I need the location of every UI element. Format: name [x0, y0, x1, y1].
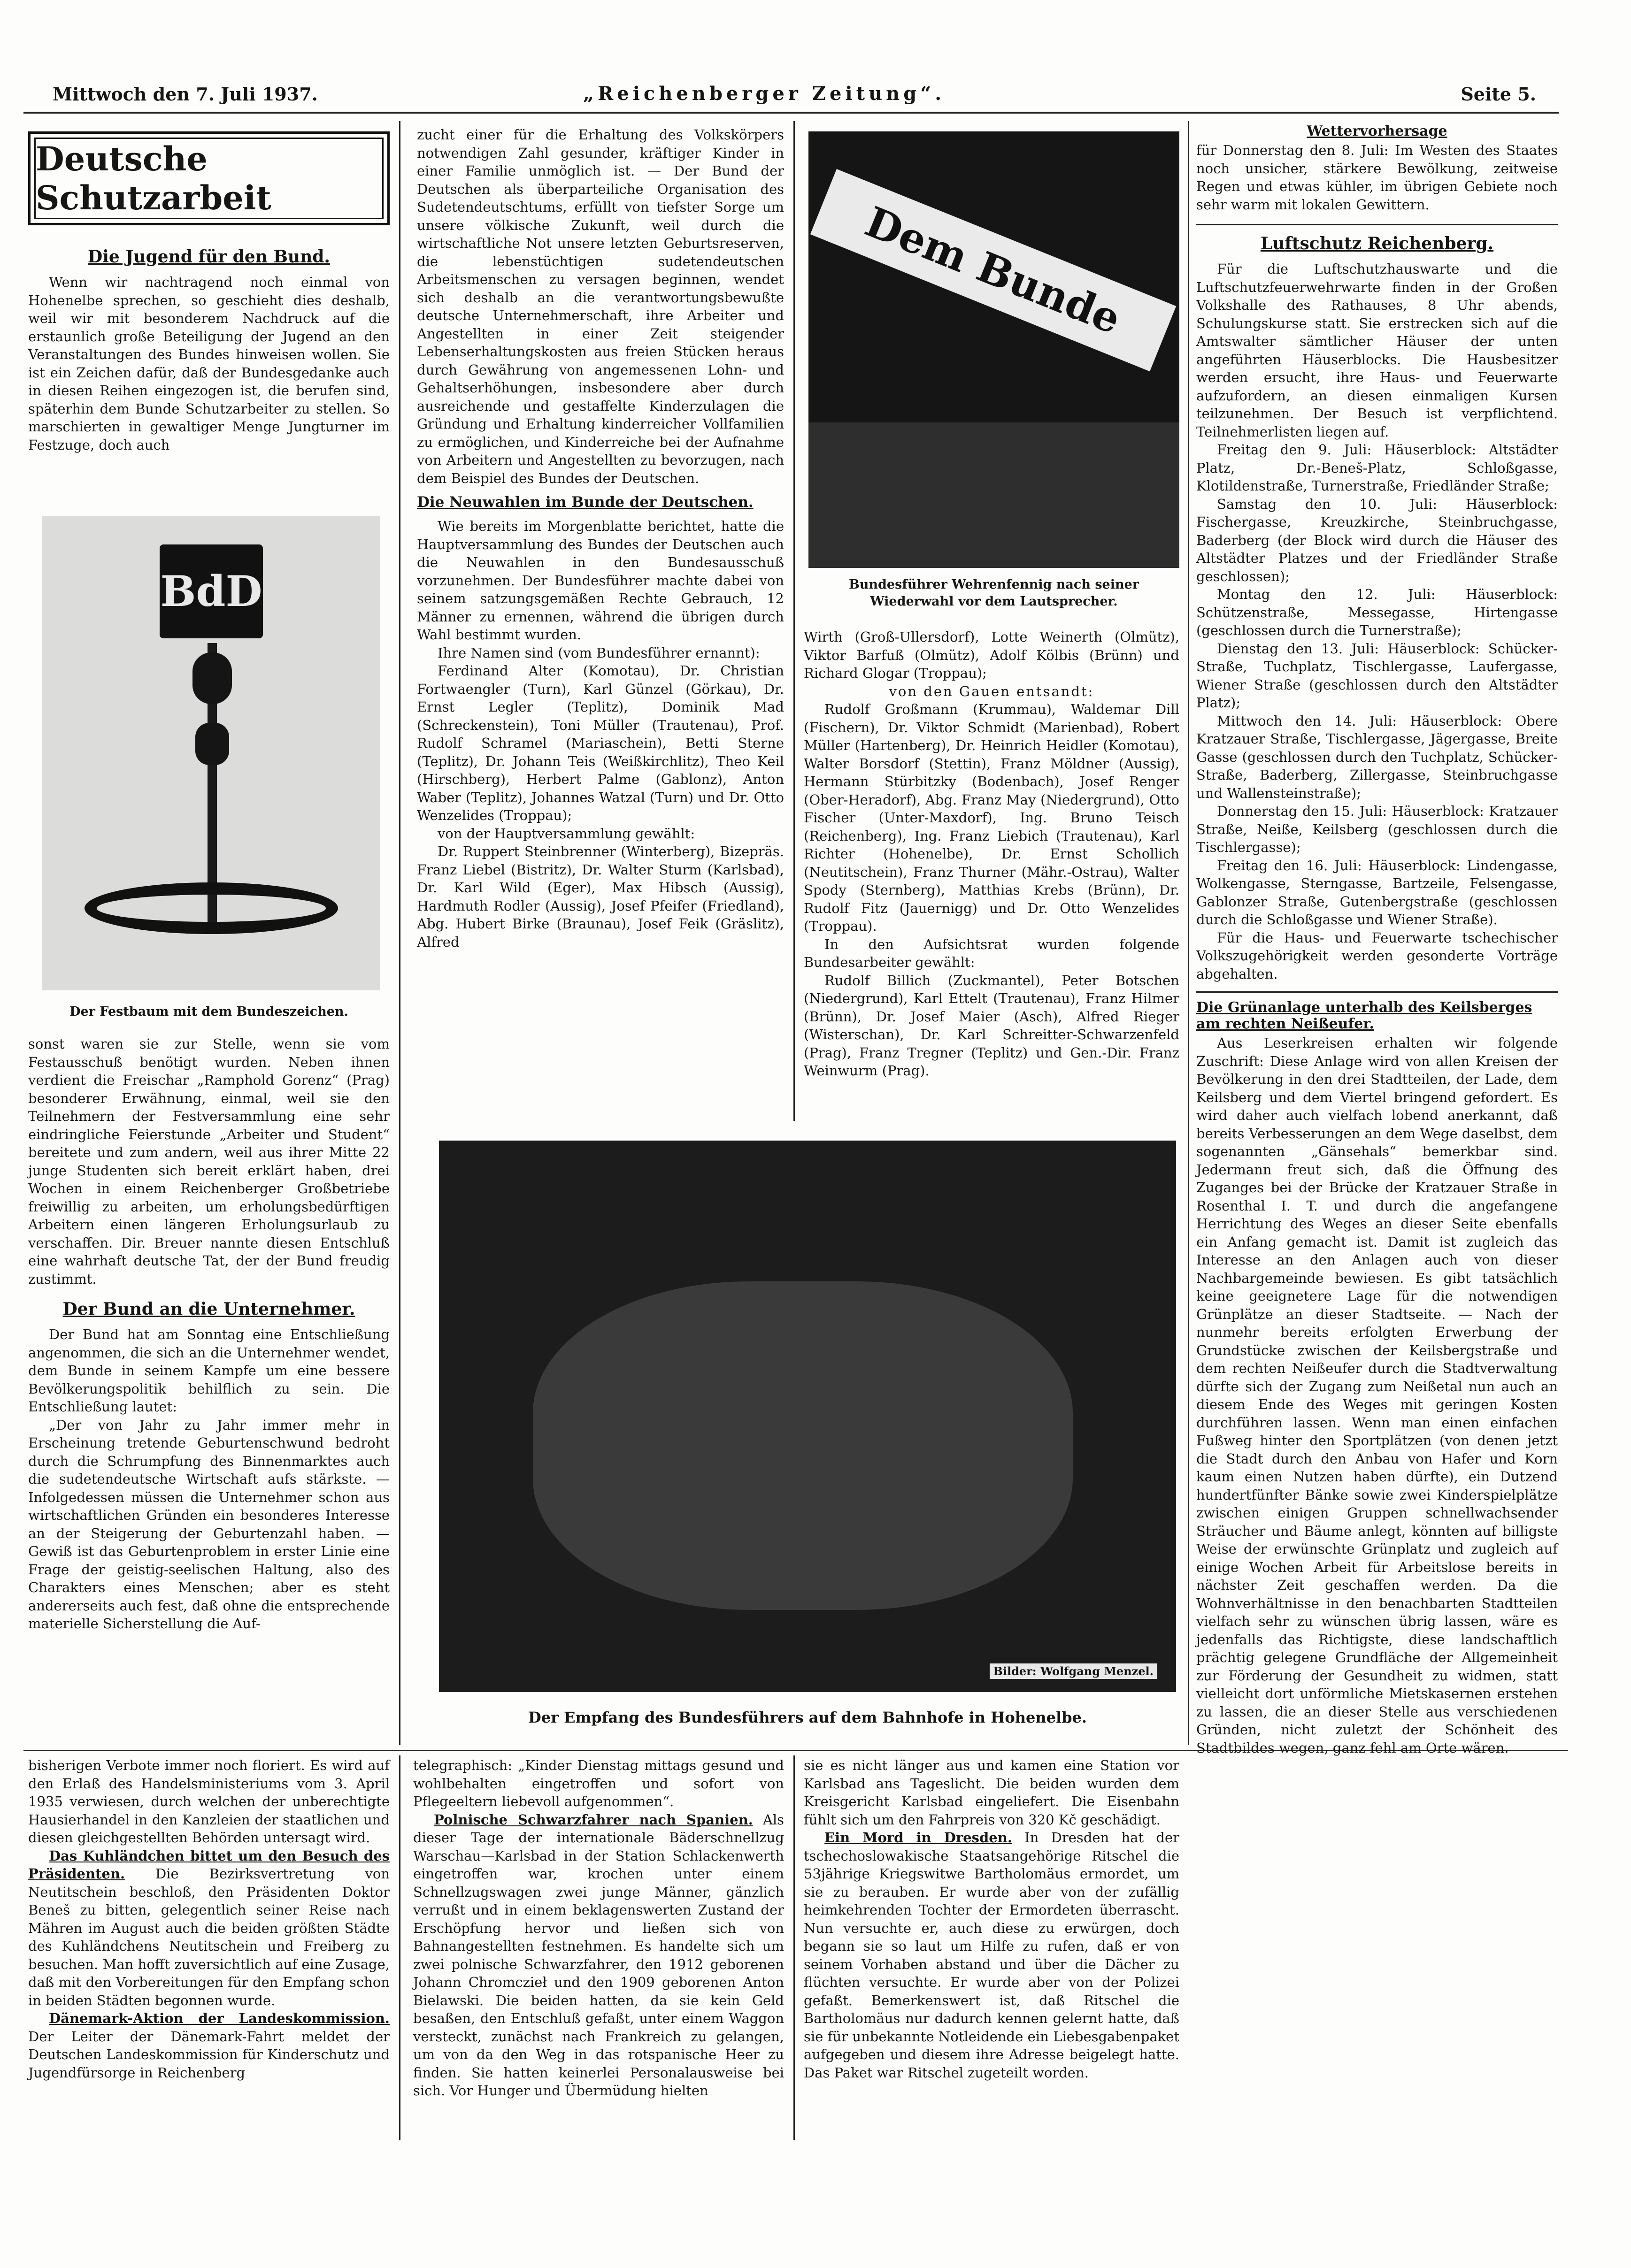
paragraph: für Donnerstag den 8. Juli: Im Westen des Staates noch unsicher, stärkere Bewölkung, zeitweise Regen und etwas kühler, im übrigen Gebiete noch sehr warm mit lokalen Gewittern.	[1196, 142, 1558, 213]
article-heading-luftschutz: Luftschutz Reichenberg.	[1260, 234, 1494, 253]
paragraph	[28, 2009, 390, 2082]
weather-heading: Wettervorhersage	[1307, 123, 1447, 139]
paragraph	[28, 1847, 390, 2010]
crowd-highlight	[533, 1281, 1073, 1610]
banner-strip-text: Dem Bunde	[859, 197, 1128, 344]
paragraph: sonst waren sie zur Stelle, wenn sie vom Festausschuß benötigt wurden. Neben ihnen verdient die Freischar „Ramphold Gorenz“ (Prag) besonderer Erwähnung, einmal, weil sie den Teilnehmern der Festversammlung eine sehr eindringliche Feierstunde „Arbeiter und Student“ bereitete und zum andern, weil aus ihrer Mitte 22 junge Studenten sich bereit erklärt haben, drei Wochen in einem Reichenberger Großbetriebe freiwillig zu arbeiten, um erholungsbedürftigen Arbeitern einen längeren Erholungsurlaub zu verschaffen. Dir. Breuer nannte diesen Entschluß eine wahrhaft deutsche Tat, der der Bund freudig zustimmt.	[28, 1036, 390, 1287]
bahnhof-photo	[439, 1141, 1176, 1692]
lautsprecher-photo	[808, 131, 1179, 568]
photo-knot-2	[195, 723, 229, 765]
column-1-top	[28, 244, 390, 454]
schedule-day: Freitag den 9. Juli: Häuserblock: Altstädter Platz, Dr.-Beneš-Platz, Schloßgasse, Klotildenstraße, Turnerstraße, Friedländer Straße;	[1196, 442, 1558, 494]
column-rule-3	[1188, 121, 1189, 1745]
article-text	[417, 517, 784, 951]
article-heading: Ein Mord in Dresden.	[824, 1830, 1012, 1846]
bundeszeichen-badge	[160, 544, 263, 638]
paragraph: Rudolf Großmann (Krummau), Waldemar Dill (Fischern), Dr. Viktor Schmidt (Marienbad), Robert Müller (Hartenberg), Dr. Heinrich Heidler (Komotau), Walter Borsdorf (Stettin), Franz Möldner (Aussig), Hermann Stürbitzky (Bodenbach), Josef Renger (Ober-Heradorf), Abg. Franz May (Niedergrund), Otto Fischer (Unter-Maxdorf), Ing. Bruno Teisch (Reichenberg), Ing. Franz Liebich (Trautenau), Karl Richter (Hohenelbe), Dr. Ernst Schollich (Neutitschein), Franz Thurner (Mähr.-Ostrau), Walter Spody (Sternberg), Matthias Krebs (Brünn), Dr. Rudolf Fitz (Jauernigg) und Dr. Otto Wenzelides (Troppau).	[804, 701, 1179, 934]
paragraph: bisherigen Verbote immer noch floriert. Es wird auf den Erlaß des Handelsministeriums vom 3. April 1935 verwiesen, durch welchen der unberechtigte Hausierhandel in den Kanzleien der staatlichen und diesen gleichgestellten Behörden untersagt wird.	[28, 1757, 390, 1846]
paragraph-body: In Dresden hat der tschechoslowakische Staatsangehörige Ritschel die 53jährige Kriegswitwe Bartholomäus ermordet, um sie zu berauben. Er wurde aber von der zufällig heimkehrenden Tochter der Ermordeten überrascht. Nun versuchte er, auch diese zu erwürgen, doch begann sie so laut um Hilfe zu rufen, daß er von seinem Vorhaben abstand und über die Dächer zu flüchten versuchte. Er wurde aber von der Polizei gefaßt. Bemerkenswert ist, daß Ritschel die Bartholomäus nur dadurch kennen gelernt hatte, daß sie für unbekannte Notleidende ein Liebesgabenpaket aufgegeben und diesem ihre Adresse beigelegt hatte. Das Paket war Ritschel zugeteilt worden.	[804, 1830, 1180, 2081]
article-text	[28, 1326, 390, 1633]
header-date: Mittwoch den 7. Juli 1937.	[53, 84, 318, 105]
paragraph: Aus Leserkreisen erhalten wir folgende Zuschrift: Diese Anlage wird von allen Kreisen der Bevölkerung in den drei Stadtteilen, der Lade, dem Keilsberg und dem Viertel bringend gefordert. Es wird daher auch vielfach lobend anerkannt, daß bereits Verbesserungen an dem Wege daselbst, dem sogenannten „Gänsehals“ bemerkbar sind. Jedermann freut sich, daß die Öffnung des Zuganges bei der Brücke der Kratzauer Straße in Rosenthal I. T. und durch die angefangene Herrichtung des Weges an dieser Seite ebenfalls ein Anfang gemacht ist. Damit ist zugleich das Interesse an den Anlagen auch von dieser Nachbargemeinde bewiesen. Es gibt tatsächlich keine geeignetere Lage für die notwendigen Grünplätze an dieser Stadtseite. — Nach der nunmehr bereits erfolgten Erwerbung der Grundstücke zwischen der Keilsbergstraße und dem rechten Neißeufer durch die Stadtverwaltung dürfte sich der Zugang zum Neißetal nun auch an diesem Ende des Weges mit geringen Kosten durchführen lassen. Wenn man einen einfachen Fußweg hinter den Sportplätzen (von denen jetzt die Stadt durch den Anbau von Hafer und Korn kaum einen Nutzen haben dürfte), ein Dutzend hundertfünfter Bänke sowie zwei Kinderspielplätze zwischen einigen Gruppen schnellwachsender Sträucher und Bäume anlegt, könnten auf billigste Weise der erwünschte Grünplatz und zugleich auf einige Wochen Arbeit für Arbeitslose bereits in nächster Zeit geschaffen werden. Da die Wohnverhältnisse in den benachbarten Stadtteilen vielfach sehr zu wünschen übrig lassen, wäre es jedenfalls das Richtigste, diese landschaftlich prächtig gelegene Grundfläche der Allgemeinheit zur Förderung der Gesundheit zu widmen, statt vielleicht dort unförmliche Mietskasernen erstehen zu lassen, die an dieser Stelle aus verschiedenen Gründen, nicht zuletzt der Schönheit des Stadtbildes wegen, ganz fehl am Orte wären.	[1196, 1035, 1558, 1756]
schedule-day: Dienstag den 13. Juli: Häuserblock: Schücker-Straße, Tuchplatz, Tischlergasse, Laufergasse, Wiener Straße (geschlossen durch den Altstädter Platz);	[1196, 640, 1558, 711]
festbaum-photo	[42, 516, 380, 990]
bottom-column-1	[28, 1756, 390, 2082]
article-heading-jugend: Die Jugend für den Bund.	[88, 247, 330, 267]
article-heading: Dänemark-Aktion der Landeskommission.	[49, 2010, 390, 2026]
article-text	[804, 628, 1179, 1080]
article-text	[413, 1756, 784, 2100]
paragraph: „Der von Jahr zu Jahr immer mehr in Erscheinung tretende Geburtenschwund bedroht durch die Schrumpfung des Binnenmarktes auch die sudetendeutsche Wirtschaft aufs stärkste. — Infolgedessen müssen die Unternehmer schon aus wirtschaftlichen Gründen ein besonderes Interesse an der Steigerung der Geburtenzahl haben. — Gewiß ist das Geburtenproblem in erster Linie eine Frage der geistig-seelischen Haltung, also des Charakters eines Menschen; aber es steht andererseits auch fest, daß ohne die entsprechende materielle Sicherstellung die Auf-	[28, 1417, 390, 1632]
crowd-area	[808, 422, 1179, 568]
schedule-day: Samstag den 10. Juli: Häuserblock: Fischergasse, Kreuzkirche, Steinbruchgasse, Baderberg (der Block wird durch die Häuser des Altstädter Platzes und der Friedländer Straße geschlossen);	[1196, 496, 1558, 584]
section-rule	[1196, 991, 1558, 993]
paragraph: von der Hauptversammlung gewählt:	[438, 825, 695, 842]
schedule-day: Mittwoch den 14. Juli: Häuserblock: Obere Kratzauer Straße, Tischlergasse, Jägergasse, Breite Gasse (geschlossen durch den Tuchplatz, Schücker-Straße, Baderberg, Zillergasse, Steinbruchgasse und Wallensteinstraße);	[1196, 713, 1558, 801]
banner-box	[28, 131, 390, 225]
paragraph: sie es nicht länger aus und kamen eine Station vor Karlsbad ans Tageslicht. Die beiden wurden dem Kreisgericht Karlsbad eingeliefert. Die Eisenbahn fühlt sich um den Fahrpreis von 320 Kč geschädigt.	[804, 1757, 1179, 1828]
running-header	[53, 81, 1536, 109]
weather-text	[1196, 141, 1558, 214]
header-paper-title: „Reichenberger Zeitung“.	[583, 83, 946, 105]
article-heading: Polnische Schwarzfahrer nach Spanien.	[434, 1811, 753, 1828]
article-heading-neuwahlen: Die Neuwahlen im Bunde der Deutschen.	[417, 494, 754, 511]
article-text	[804, 1756, 1179, 2082]
paragraph: Ferdinand Alter (Komotau), Dr. Christian Fortwaengler (Turn), Karl Günzel (Görkau), Dr. Ernst Legler (Teplitz), Dominik Mad (Schreckenstein), Toni Müller (Trautenau), Prof. Rudolf Schramel (Mariaschein), Betti Sterne (Teplitz), Dr. Johann Teis (Weißkirchlitz), Theo Keil (Hirschberg), Herbert Palme (Gablonz), Anton Waber (Teplitz), Johannes Watzal (Turn) und Dr. Otto Wenzelides (Troppau);	[417, 663, 784, 823]
column-rule-4	[399, 1755, 400, 2140]
paragraph: Der Bund hat am Sonntag eine Entschließung angenommen, die sich an die Unternehmer wendet, dem Bunde in seinem Kampfe um eine bessere Bevölkerungspolitik behilflich zu sein. Die Entschließung lautet:	[28, 1326, 390, 1415]
paragraph: Rudolf Billich (Zuckmantel), Peter Botschen (Niedergrund), Karl Ettelt (Trautenau), Franz Hilmer (Brünn), Dr. Josef Maier (Asch), Alfred Rieger (Wisterschan), Dr. Karl Schreitter-Schwarzenfeld (Prag), Franz Tregner (Teplitz) und Gen.-Dir. Franz Weinwurm (Prag).	[804, 972, 1179, 1079]
paragraph	[413, 1811, 784, 2100]
photo-credit: Bilder: Wolfgang Menzel.	[990, 1663, 1157, 1679]
section-banner-title: Deutsche Schutzarbeit	[36, 139, 271, 217]
bottom-column-3	[804, 1756, 1179, 2082]
paragraph: Für die Haus- und Feuerwarte tschechischer Volkszugehörigkeit werden gesonderte Vorträge abgehalten.	[1196, 929, 1558, 982]
paragraph: In den Aufsichtsrat wurden folgende Bundesarbeiter gewählt:	[804, 936, 1179, 970]
paragraph: Wie bereits im Morgenblatte berichtet, hatte die Hauptversammlung des Bundes der Deutschen auch die Neuwahlen in den Bundesausschuß vorzunehmen. Der Bundesführer machte dabei von seinem satzungsgemäßen Rechte Gebrauch, 12 Männer zu ernennen, während die übrigen durch Wahl bestimmt wurden.	[417, 518, 784, 643]
badge-text: BdD	[160, 567, 262, 616]
paragraph: Für die Luftschutzhauswarte und die Luftschutzfeuerwehrwarte finden in der Großen Volkshalle des Rathauses, 8 Uhr abends, Schulungskurse statt. Sie erstrecken sich auf die Amtswalter sämtlicher Häuser der unten angeführten Häuserblocks. Die Hausbesitzer werden ersucht, ihre Haus- und Feuerwarte aufzufordern, an diesen einmaligen Kursen teilzunehmen. Der Besuch ist verpflichtend. Teilnehmerlisten liegen auf.	[1196, 261, 1558, 440]
column-1-bottom	[28, 1035, 390, 1633]
paragraph-body: Die Bezirksvertretung von Neutitschein beschloß, den Präsidenten Doktor Beneš zu bitten, gelegentlich seiner Reise nach Mähren im August auch die beiden größten Städte des Kuhländchens Neutitschein und Freiberg zu besuchen. Man hofft zuversichtlich auf eine Zusage, daß mit den Vorbereitungen für den Empfang schon in beiden Städten begonnen wurde.	[28, 1866, 390, 2008]
paragraph-body: Der Leiter der Dänemark-Fahrt meldet der Deutschen Landeskommission für Kinderschutz und Jugendfürsorge in Reichenberg	[28, 2028, 390, 2081]
schedule-day: Donnerstag den 15. Juli: Häuserblock: Kratzauer Straße, Neiße, Keilsberg (geschlossen durch die Tischlergasse);	[1196, 803, 1558, 855]
column-4	[1196, 123, 1558, 1757]
column-3	[804, 628, 1179, 1080]
lautsprecher-caption: Bundesführer Wehrenfennig nach seiner Wiederwahl vor dem Lautsprecher.	[848, 577, 1139, 609]
column-rule-2	[793, 121, 795, 1121]
paragraph: zucht einer für die Erhaltung des Volkskörpers notwendigen Zahl gesunder, kräftiger Kinder in einer Familie unmöglich ist. — Der Bund der Deutschen als überparteiliche Organisation des Sudetendeutschtums, erfüllt von tiefster Sorge um unsere völkische Zukunft, weil durch die wirtschaftliche Not unsere letzten Geburtsreserven, die lebenstüchtigen sudetendeutschen Arbeitsmenschen zu versagen beginnen, wendet sich deshalb an die verantwortungsbewußte deutsche Unternehmerschaft, ihre Arbeiter und Angestellten in einer Zeit steigender Lebenserhaltungskosten aus freien Stücken heraus durch Gewährung von angemessenen Lohn- und Gehaltserhöhungen, insbesondere aber durch ausreichende und gestaffelte Kinderzulagen die Gründung und Erhaltung kinderreicher Vollfamilien zu ermöglichen, und Kinderreiche bei der Aufnahme von Arbeitern und Angestellten zu bevorzugen, nach dem Beispiel des Bundes der Deutschen.	[417, 127, 784, 486]
article-text	[28, 1756, 390, 2082]
column-2	[417, 126, 784, 951]
article-text	[1196, 1034, 1558, 1757]
paragraph: Ihre Namen sind (vom Bundesführer ernannt):	[438, 644, 760, 661]
schedule-day: Montag den 12. Juli: Häuserblock: Schützenstraße, Messegasse, Hirtengasse (geschlossen durch die Turnerstraße);	[1196, 586, 1558, 638]
paragraph	[804, 1829, 1179, 2082]
article-text	[28, 273, 390, 454]
paragraph: Wenn wir nachtragend noch einmal von Hohenelbe sprechen, so geschieht dies deshalb, weil wir mit besonderem Nachdruck auf die erstaunlich große Beteiligung der Jugend an den Veranstaltungen des Bundes hinweisen wollen. Sie ist ein Zeichen dafür, daß der Bundesgedanke auch in diesen Reihen eingezogen ist, die berufen sind, späterhin dem Bunde Schutzarbeiter zu stellen. So marschierten in gewaltiger Menge Jungturner im Festzuge, doch auch	[28, 274, 390, 453]
header-page-number: Seite 5.	[1461, 84, 1536, 105]
bahnhof-caption: Der Empfang des Bundesführers auf dem Bahnhofe in Hohenelbe.	[528, 1709, 1087, 1726]
schedule-day: Freitag den 16. Juli: Häuserblock: Lindengasse, Wolkengasse, Sterngasse, Bartzeile, Felsengasse, Gablonzer Straße, Gutenbergstraße (geschlossen durch die Schloßgasse und Wiener Straße).	[1196, 857, 1558, 927]
column-rule-1	[399, 121, 400, 1745]
banner-strip	[810, 169, 1176, 371]
article-text	[1196, 260, 1558, 983]
header-rule	[23, 112, 1559, 114]
weather-rule	[1196, 224, 1558, 225]
paragraph: von den Gauen entsandt:	[889, 683, 1094, 699]
article-heading-unternehmer: Der Bund an die Unternehmer.	[62, 1299, 355, 1319]
article-text	[28, 1035, 390, 1288]
article-heading-gruenanlage: Die Grünanlage unterhalb des Keilsberges am rechten Neißeufer.	[1196, 999, 1532, 1032]
banner-inner-frame	[34, 138, 384, 219]
article-heading: Das Kuhländchen bittet um den Besuch des Präsidenten.	[28, 1847, 390, 1882]
festbaum-caption: Der Festbaum mit dem Bundeszeichen.	[69, 1004, 348, 1019]
wreath-ring	[85, 882, 338, 934]
paragraph-body: Als dieser Tage der internationale Bäderschnellzug Warschau—Karlsbad in der Station Schlackenwerth eingetroffen war, krochen unter einem Schnellzugswagen zwei junge Männer, gänzlich verrußt und in einem beklagenswerten Zustand der Erschöpfung hervor und ließen sich von Bahnangestellten festnehmen. Es handelte sich um zwei polnische Schwarzfahrer, den 1912 geborenen Johann Chromczieł und den 1909 geborenen Anton Bielawski. Die beiden hatten, da sie kein Geld besaßen, den Entschluß gefaßt, unter einem Waggon versteckt, zunächst nach Frankreich zu gelangen, um von da den Weg in das rotspanische Heer zu finden. Sie hatten keinerlei Personalausweise bei sich. Vor Hunger und Übermüdung hielten	[413, 1811, 785, 2099]
paragraph: Dr. Ruppert Steinbrenner (Winterberg), Bizepräs. Franz Liebel (Bistritz), Dr. Walter Sturm (Karlsbad), Dr. Karl Wild (Eger), Max Hibsch (Aussig), Hardmuth Rodler (Aussig), Josef Pfeifer (Friedland), Abg. Hubert Birke (Braunau), Josef Feik (Gräslitz), Alfred	[417, 843, 784, 950]
bottom-column-2	[413, 1756, 784, 2100]
paragraph: Wirth (Groß-Ullersdorf), Lotte Weinerth (Olmütz), Viktor Barfuß (Olmütz), Adolf Kölbis (Brünn) und Richard Glogar (Troppau);	[804, 629, 1179, 681]
photo-knot	[192, 652, 232, 704]
paragraph: telegraphisch: „Kinder Dienstag mittags gesund und wohlbehalten eingetroffen und sofort von Pflegeeltern liebevoll aufgenommen“.	[413, 1757, 784, 1809]
column-rule-5	[793, 1755, 795, 2140]
article-text	[417, 126, 784, 487]
